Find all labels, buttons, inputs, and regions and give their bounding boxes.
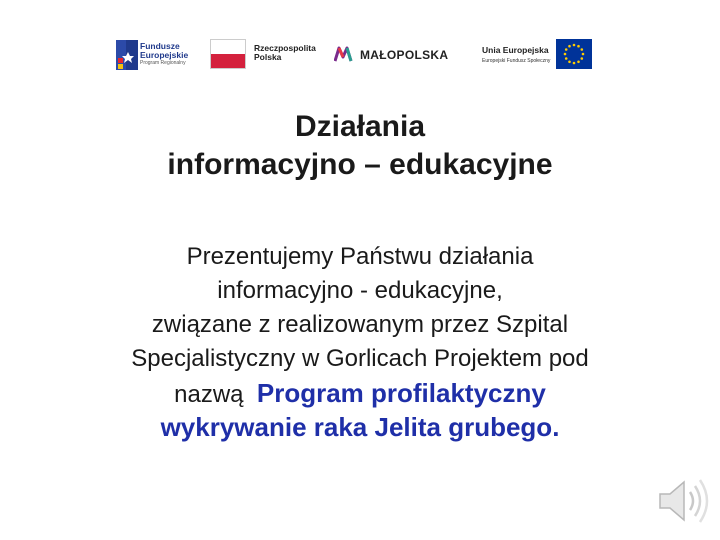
unia-sub: Europejski Fundusz Społeczny: [482, 58, 551, 64]
program-name-part2: wykrywanie raka Jelita grubego.: [160, 412, 560, 442]
rzeczpospolita-line1: Rzeczpospolita: [254, 43, 316, 53]
fundusze-line2: Europejskie: [140, 50, 189, 60]
page-title: [0, 108, 720, 184]
body-line4: Specjalistyczny w Gorlicach Projektem pod: [131, 345, 589, 372]
rzeczpospolita-polska-logo: [210, 30, 330, 80]
title-line2: informacyjno – edukacyjne: [167, 148, 553, 181]
speaker-icon[interactable]: [652, 470, 714, 532]
unia-europejska-logo: [480, 30, 592, 80]
body-line1: Prezentujemy Państwu działania: [186, 243, 534, 270]
logo-strip: [112, 30, 592, 80]
body-line5: [20, 376, 700, 412]
title-line1: Działania: [294, 110, 426, 143]
body-text: [20, 240, 700, 444]
malopolska-logo: [334, 30, 464, 80]
malopolska-mark: [334, 45, 356, 63]
eu-flag-icon: [556, 39, 592, 69]
unia-line1: Unia Europejska: [482, 45, 549, 55]
body-prefix: nazwą: [174, 381, 244, 408]
body-line2: informacyjno - edukacyjne,: [217, 277, 503, 304]
fundusze-line1: Fundusze: [140, 41, 180, 51]
fundusze-europejskie-mark: [114, 38, 142, 72]
program-name-part1: Program profilaktyczny: [256, 378, 546, 408]
body-line3: związane z realizowanym przez Szpital: [151, 311, 569, 338]
fundusze-europejskie-logo: [112, 30, 202, 80]
fundusze-sub: Program Regionalny: [140, 60, 186, 66]
rzeczpospolita-line2: Polska: [254, 52, 282, 62]
polish-flag-icon: [210, 39, 246, 69]
malopolska-name: MAŁOPOLSKA: [360, 48, 449, 62]
